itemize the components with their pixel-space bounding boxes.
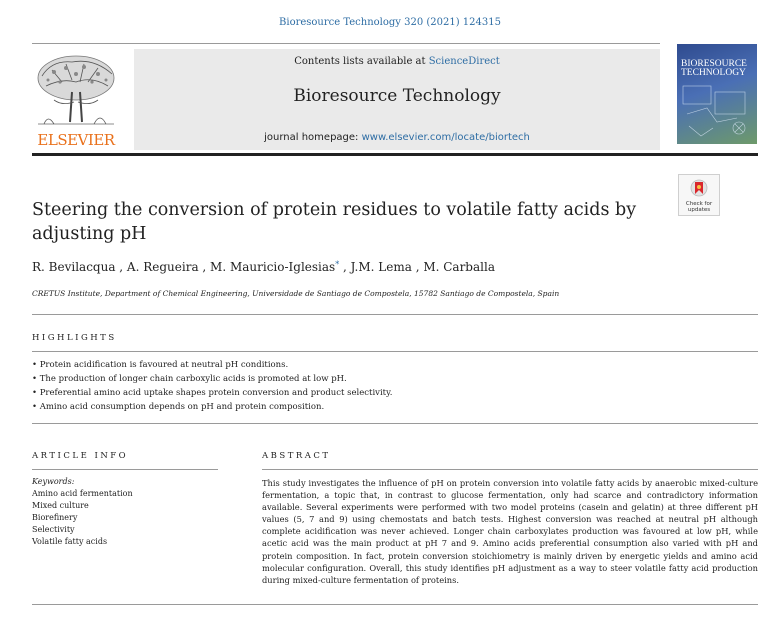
journal-cover[interactable] xyxy=(677,44,757,144)
check-for-updates-label xyxy=(679,201,719,213)
author-list xyxy=(32,260,495,274)
abstract-text: This study investigates the influence of pH on protein conversion into volatile fatty acids by anaerobic mixed-culture fermentation, a topic that, in contrast to glucose fermentation, only had scarce and contradictory information available. Several experiments were performed with two model proteins (casein and gelatin) at three different pH values (5, 7 and 9) using chemostats and batch tests. Highest conversion was reached at neutral pH although complete acidification was never achieved. Longer chain carboxylates production was favoured at low pH, while acetic acid was the main product at pH 7 and 9. Amino acids preferential consumption also varied with pH and protein composition. In fact, protein conversion stoichiometry is mainly driven by energetic yields and amino acid molecular configuration. Overall, this study identifies pH adjustment as a way to steer volatile fatty acid production during mixed-culture fermentation of proteins. xyxy=(262,478,758,585)
tree-icon xyxy=(32,52,120,132)
abstract-rule xyxy=(262,469,758,470)
article-title: Steering the conversion of protein residues to volatile fatty acids by adjusting pH xyxy=(32,200,637,244)
cover-title-line1: BIORESOURCE xyxy=(681,59,747,69)
highlights-top-rule xyxy=(32,314,758,315)
article-info-rule xyxy=(32,469,218,470)
footer-rule xyxy=(32,604,758,605)
abstract-heading: ABSTRACT xyxy=(262,451,331,461)
check-for-updates-button[interactable] xyxy=(678,174,720,216)
highlight-item: • Amino acid consumption depends on pH and protein composition. xyxy=(32,402,325,412)
keyword-item: Volatile fatty acids xyxy=(32,537,108,546)
highlight-item: • The production of longer chain carboxylic acids is promoted at low pH. xyxy=(32,374,347,384)
homepage-prefix: journal homepage: xyxy=(264,132,362,143)
cover-title-line2: TECHNOLOGY xyxy=(681,68,746,78)
homepage-line xyxy=(134,132,660,143)
authors-part2[interactable]: , J.M. Lema , M. Carballa xyxy=(339,260,495,274)
highlights-heading-rule xyxy=(32,351,758,352)
keyword-item: Biorefinery xyxy=(32,513,78,522)
highlights-bottom-rule xyxy=(32,423,758,424)
highlight-item: • Preferential amino acid uptake shapes protein conversion and product selectivity. xyxy=(32,388,393,398)
check-label-line1: Check for xyxy=(685,201,713,207)
highlights-heading: HIGHLIGHTS xyxy=(32,333,117,343)
header-thick-rule xyxy=(32,153,758,156)
sciencedirect-link[interactable]: ScienceDirect xyxy=(428,56,500,67)
header-divider xyxy=(32,43,660,44)
keyword-item: Amino acid fermentation xyxy=(32,489,133,498)
cover-art-icon xyxy=(677,44,757,144)
contents-prefix: Contents lists available at xyxy=(294,56,429,67)
journal-citation[interactable]: Bioresource Technology 320 (2021) 124315 xyxy=(279,17,501,28)
keyword-item: Selectivity xyxy=(32,525,75,534)
journal-name: Bioresource Technology xyxy=(293,86,501,106)
affiliation: CRETUS Institute, Department of Chemical Engineering, Universidade de Santiago de Compostela, 15782 Santiago de Compostela, Spain xyxy=(32,289,560,298)
article-info-heading: ARTICLE INFO xyxy=(32,451,129,461)
contents-line xyxy=(134,56,660,67)
keywords-label: Keywords: xyxy=(32,477,75,486)
corresponding-author-mark[interactable]: * xyxy=(335,260,340,269)
check-label-line2: updates xyxy=(687,207,711,213)
keyword-item: Mixed culture xyxy=(32,501,89,510)
bookmark-icon xyxy=(690,179,708,199)
elsevier-wordmark: ELSEVIER xyxy=(37,131,115,149)
authors-part1[interactable]: R. Bevilacqua , A. Regueira , M. Mauricio-Iglesias xyxy=(32,260,336,274)
homepage-link[interactable]: www.elsevier.com/locate/biortech xyxy=(361,132,530,143)
highlight-item: • Protein acidification is favoured at neutral pH conditions. xyxy=(32,360,289,370)
